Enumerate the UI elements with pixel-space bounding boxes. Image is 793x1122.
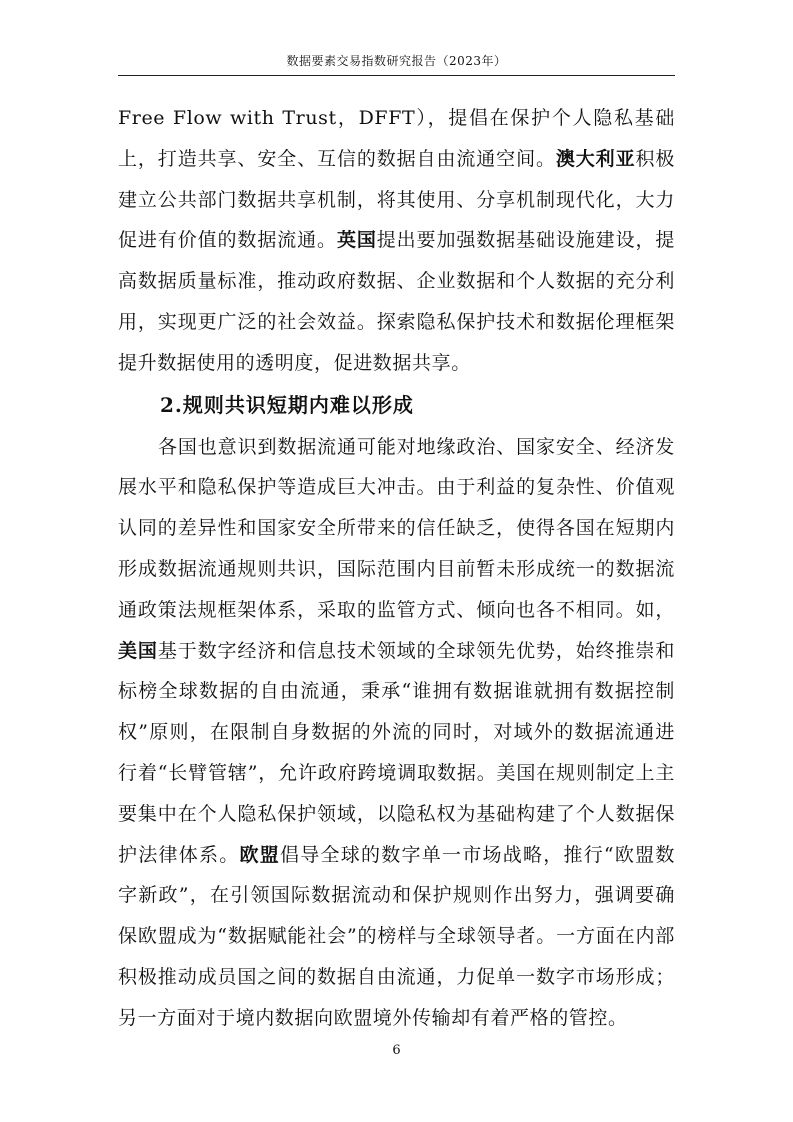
paragraph-text: 积极建立公共部门数据共享机制，将其使用、分享机制现代化，大力促进有价值的数据流通。 (118, 147, 676, 252)
document-body (118, 98, 675, 1039)
country-australia: 澳大利亚 (555, 147, 636, 170)
country-usa: 美国 (118, 639, 158, 662)
paragraph-text: 倡导全球的数字单一市场战略，推行“欧盟数字新政”，在引领国际数据流动和保护规则作出努力，强调要确保欧盟成为“数据赋能社会”的榜样与全球领导者。一方面在内部积极推动成员国之间的数据自由流通，力促单一数字市场形成；另一方面对于境内数据向欧盟境外传输却有着严格的管控。 (118, 843, 675, 1029)
paragraph-rule-consensus (118, 427, 675, 1039)
page-header (118, 52, 675, 76)
page-number: 6 (392, 1043, 401, 1058)
paragraph-text: Free Flow with Trust，DFFT），提倡在保护个人隐私基础上，打造共享、安全、互信的数据自由流通空间。 (118, 107, 675, 170)
paragraph-text: 各国也意识到数据流通可能对地缘政治、国家安全、经济发展水平和隐私保护等造成巨大冲击。由于利益的复杂性、价值观认同的差异性和国家安全所带来的信任缺乏，使得各国在短期内形成数据流通规则共识，国际范围内目前暂未形成统一的数据流通政策法规框架体系，采取的监管方式、倾向也各不相同。如， (118, 435, 675, 621)
section-heading (118, 384, 675, 427)
paragraph-text: 基于数字经济和信息技术领域的全球领先优势，始终推崇和标榜全球数据的自由流通，秉承“谁拥有数据谁就拥有数据控制权”原则，在限制自身数据的外流的同时，对域外的数据流通进行着“长臂管辖”，允许政府跨境调取数据。美国在规则制定上主要集中在个人隐私保护领域，以隐私权为基础构建了个人数据保护法律体系。 (118, 639, 675, 866)
paragraph-text: 提出要加强数据基础设施建设，提高数据质量标准，推动政府数据、企业数据和个人数据的充分利用，实现更广泛的社会效益。探索隐私保护技术和数据伦理框架提升数据使用的透明度，促进数据共享。 (118, 229, 675, 374)
report-title: 数据要素交易指数研究报告（2023年） (286, 54, 507, 68)
paragraph-international-policies (118, 98, 675, 384)
section-heading-text: 2.规则共识短期内难以形成 (160, 392, 414, 417)
region-eu: 欧盟 (239, 843, 280, 866)
country-uk: 英国 (336, 229, 377, 252)
